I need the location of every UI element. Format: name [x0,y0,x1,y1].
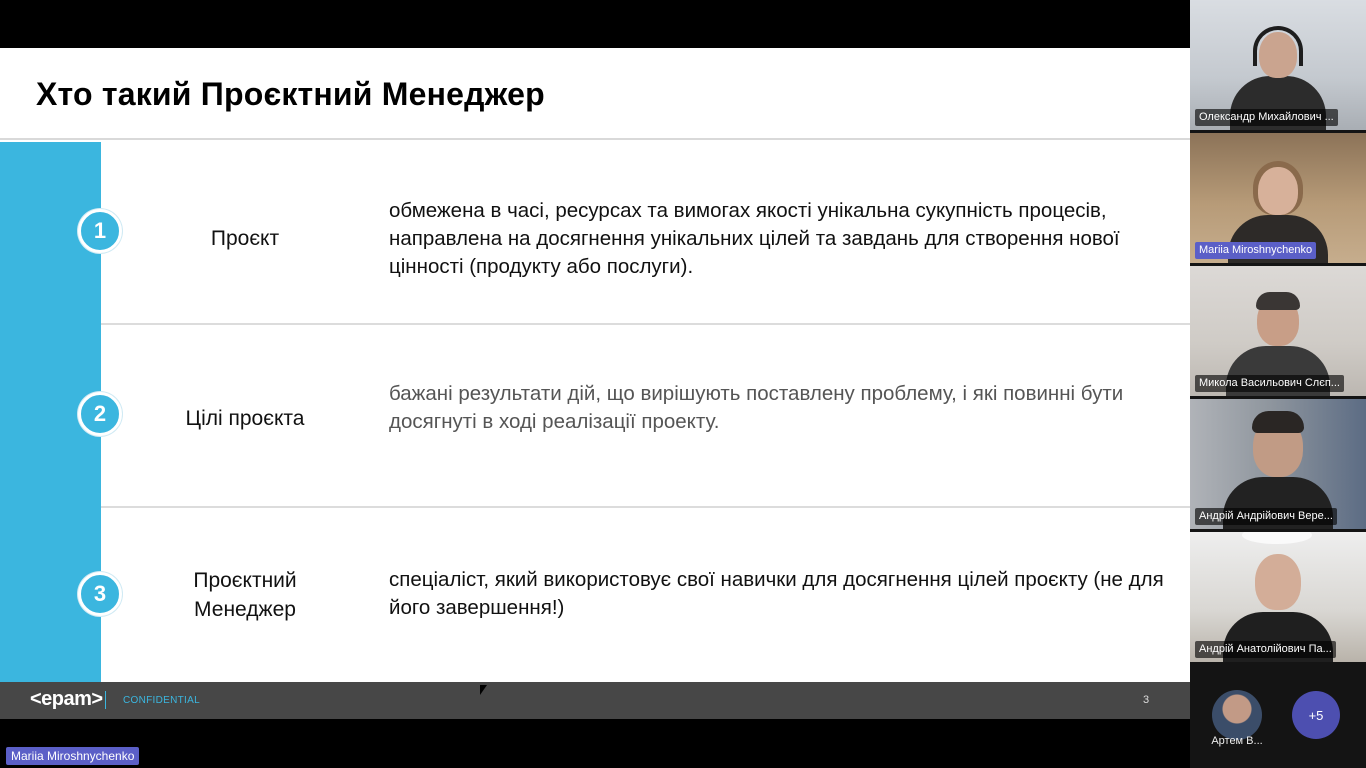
presenter-name-label: Mariia Miroshnychenko [6,747,139,765]
participant-video-tile[interactable] [1190,133,1366,263]
participant-name: Андрій Анатолійович Па... [1195,641,1336,658]
overflow-participants [1190,665,1366,768]
avatar[interactable] [1212,690,1262,740]
slide-footer [0,682,1190,719]
number-badge: 1 [78,209,122,253]
slide-title: Хто такий Проєктний Менеджер [36,76,545,112]
participant-name: Микола Васильович Слєп... [1195,375,1344,392]
term-description: спеціаліст, який використовує свої навички для досягнення цілей проєкту (не для його завершення!) [389,568,1164,619]
definition-row [0,142,1190,323]
participant-hair [1256,292,1300,310]
slide-header [0,48,1190,140]
participant-face [1255,554,1301,610]
participant-video-tile[interactable] [1190,266,1366,396]
participant-face [1259,32,1297,78]
participant-face [1258,167,1298,215]
number-badge: 2 [78,392,122,436]
definition-table [0,142,1190,682]
participant-hair [1252,411,1304,433]
participant-video-tile[interactable] [1190,0,1366,130]
term-label: Проєкт [210,227,280,250]
presentation-slide [0,48,1190,719]
term-description: бажані результати дій, що вирішують поставлену проблему, і які повинні бути досягнуті в ході реалізації проекту. [389,382,1124,433]
epam-logo: <epam> [30,688,103,710]
term-label: Цілі проєкта [185,407,305,430]
footer-divider [105,691,106,709]
slide-page-number: 3 [1143,694,1150,706]
term-label: Проєктний Менеджер [193,569,297,621]
participants-panel [1190,0,1366,768]
avatar-name: Артем В... [1211,735,1263,747]
confidential-label: CONFIDENTIAL [123,695,200,706]
more-participants-button[interactable]: +5 [1292,691,1340,739]
definition-row [0,323,1190,506]
term-description: обмежена в часі, ресурсах та вимогах якості унікальна сукупність процесів, направлена на досягнення унікальних цілей та завдань для створення нової цінності (продукту або послуги). [389,199,1120,278]
participant-video-tile[interactable] [1190,399,1366,529]
number-badge: 3 [78,572,122,616]
participant-name: Андрій Андрійович Вере... [1195,508,1337,525]
participant-name: Mariia Miroshnychenko [1195,242,1316,259]
definition-row [0,506,1190,682]
participant-video-tile[interactable] [1190,532,1366,662]
participant-name: Олександр Михайлович ... [1195,109,1338,126]
